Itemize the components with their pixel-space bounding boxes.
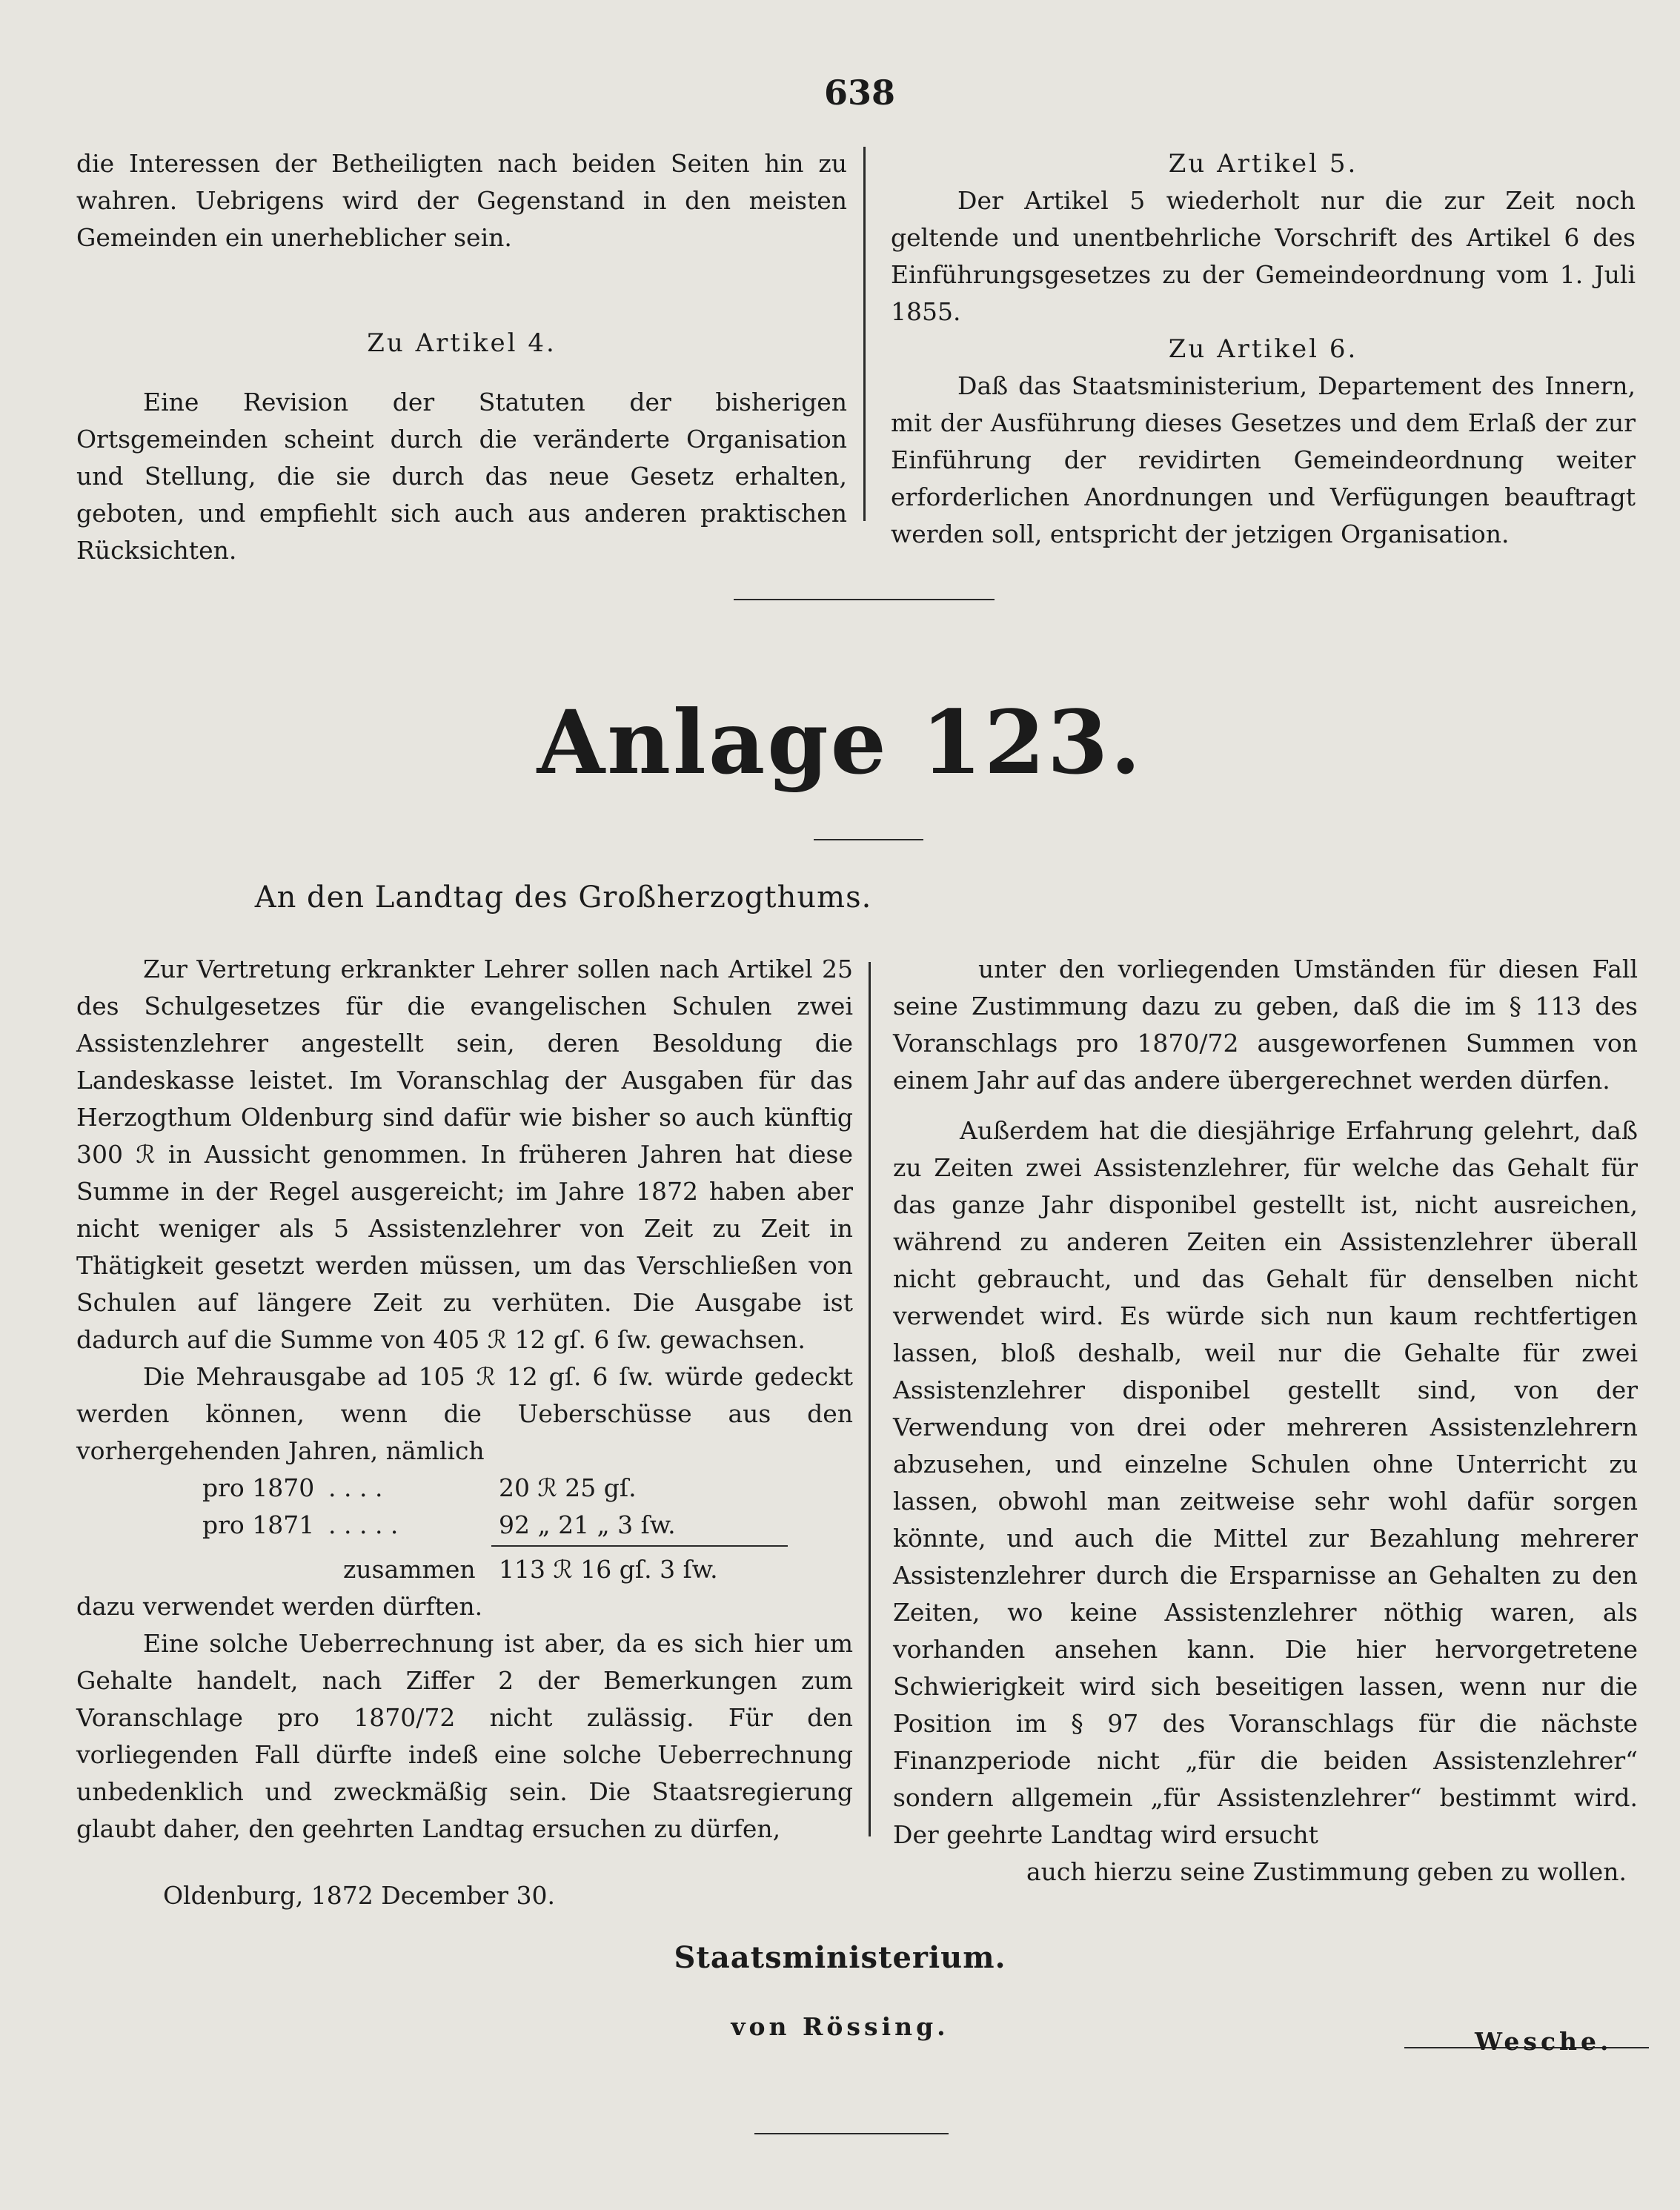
right-paragraph-1: unter den vorliegenden Umständen für diesen Fall seine Zustimmung dazu zu geben, daß die im § 113 des Voranschlags pro 1870/72 ausgeworfenen Summen von einem Jahr auf das andere übergerechnet werden dürfen. (893, 955, 1638, 1095)
calc-row-1871 (76, 1507, 853, 1544)
section-separator-rule (734, 599, 995, 600)
page-number: 638 (823, 73, 896, 113)
right-paragraph-2: Außerdem hat die diesjährige Erfahrung gelehrt, daß zu Zeiten zwei Assistenzlehrer, für welche das Gehalt für das ganze Jahr disponibel gestellt ist, nicht ausreichen, während zu anderen Zeiten ein Assistenzlehrer überall nicht gebraucht, und das Gehalt für denselben nicht verwendet wird. Es würde sich nun kaum rechtfertigen lassen, bloß deshalb, weil nur die Gehalte für zwei Assistenzlehrer disponibel gestellt sind, von der Verwendung von drei oder mehreren Assistenzlehrern abzusehen, und einzelne Schulen ohne Unterricht zu lassen, obwohl man zeitweise sehr wohl dafür sorgen könnte, und auch die Mittel zur Bezahlung mehrerer Assistenzlehrer durch die Ersparnisse an Gehalten zu den Zeiten, wo keine Assistenzlehrer nöthig waren, als vorhanden ansehen kann. Die hier hervorgetretene Schwierigkeit wird sich beseitigen lassen, wenn nur die Position im § 97 des Voranschlags für die nächste Finanzperiode nicht „für die beiden Assistenzlehrer“ sondern allgemein „für Assistenzlehrer“ bestimmt wird. Der geehrte Landtag wird ersucht (893, 1116, 1638, 1849)
left-paragraph-2: Die Mehrausgabe ad 105 ℛ 12 gſ. 6 ſw. würde gedeckt werden können, wenn die Ueberschüsse aus den vorhergehenden Jahren, nämlich (76, 1362, 853, 1465)
continuation-paragraph: die Interessen der Betheiligten nach beiden Seiten hin zu wahren. Uebrigens wird der Gegenstand in den meisten Gemeinden ein unerheblicher sein. (76, 149, 847, 252)
calc-dots-1871: . . . . . (328, 1510, 399, 1539)
article-4-heading: Zu Artikel 4. (367, 328, 557, 358)
calc-label-1870: pro 1870 (202, 1473, 315, 1502)
calc-sum-rule (491, 1545, 788, 1547)
address-heading: An den Landtag des Großherzogthums. (254, 880, 872, 915)
calc-row-sum (76, 1551, 853, 1588)
lower-right-column (893, 951, 1638, 1891)
calc-value-1871: 92 „ 21 „ 3 ſw. (499, 1510, 676, 1539)
place-date: Oldenburg, 1872 December 30. (163, 1881, 555, 1910)
right-paragraph-3: auch hierzu seine Zustimmung geben zu wollen. (1026, 1857, 1627, 1886)
signatory-minister: von Rössing. (731, 2012, 949, 2041)
top-column-divider (863, 147, 866, 521)
left-paragraph-4: Eine solche Ueberrechnung ist aber, da es sich hier um Gehalte handelt, nach Ziffer 2 der Bemerkungen zum Voranschlage pro 1870/72 nicht zulässig. Für den vorliegenden Fall dürfte indeß eine solche Ueberrechnung unbedenklich und zweckmäßig sein. Die Staatsregierung glaubt daher, den geehrten Landtag ersuchen zu dürfen, (76, 1629, 853, 1843)
signatory-body: Staatsministerium. (674, 1940, 1006, 1975)
lower-left-column (76, 951, 853, 1848)
calc-label-1871: pro 1871 (202, 1510, 315, 1539)
top-left-column (76, 145, 847, 569)
left-paragraph-1: Zur Vertretung erkrankter Lehrer sollen nach Artikel 25 des Schulgesetzes für die evangelischen Schulen zwei Assistenzlehrer angestellt sein, deren Besoldung die Landeskasse leistet. Im Voranschlag der Ausgaben für das Herzogthum Oldenburg sind dafür wie bisher so auch künftig 300 ℛ in Aussicht genommen. In früheren Jahren hat diese Summe in der Regel ausgereicht; im Jahre 1872 haben aber nicht weniger als 5 Assistenzlehrer von Zeit zu Zeit in Thätigkeit gesetzt werden müssen, um das Verschließen von Schulen auf längere Zeit zu verhüten. Die Ausgabe ist dadurch auf die Summe von 405 ℛ 12 gſ. 6 ſw. gewachsen. (76, 955, 853, 1354)
bottom-rule (754, 2133, 949, 2134)
article-6-heading: Zu Artikel 6. (1168, 334, 1358, 364)
calc-row-1870 (76, 1470, 853, 1507)
article-4-text: Eine Revision der Statuten der bisherigen Ortsgemeinden scheint durch die veränderte Organisation und Stellung, die sie durch das neue Gesetz erhalten, geboten, und empfiehlt sich auch aus anderen praktischen Rücksichten. (76, 388, 847, 565)
left-paragraph-3: dazu verwendet werden dürften. (76, 1592, 483, 1621)
calc-sum-label: zusammen (343, 1555, 476, 1584)
article-5-text: Der Artikel 5 wiederholt nur die zur Zeit noch geltende und unentbehrliche Vorschrift des Artikel 6 des Einführungsgesetzes zu der Gemeindeordnung vom 1. Juli 1855. (891, 186, 1636, 326)
top-right-column (891, 145, 1636, 553)
signatory-cosigner: Wesche. (1475, 2027, 1613, 2056)
article-5-heading: Zu Artikel 5. (1168, 149, 1358, 179)
calc-sum-value: 113 ℛ 16 gſ. 3 ſw. (499, 1555, 718, 1584)
anlage-title: Anlage 123. (537, 691, 1143, 794)
lower-column-divider (869, 962, 871, 1836)
title-underline-rule (814, 839, 923, 840)
calc-dots-1870: . . . . (328, 1473, 383, 1502)
calc-value-1870: 20 ℛ 25 gſ. (499, 1473, 637, 1502)
article-6-text: Daß das Staatsministerium, Departement des Innern, mit der Ausführung dieses Gesetzes und dem Erlaß der zur Einführung der revidirten Gemeindeordnung weiter erforderlichen Anordnungen und Verfügungen beauftragt werden soll, entspricht der jetzigen Organisation. (891, 371, 1636, 548)
